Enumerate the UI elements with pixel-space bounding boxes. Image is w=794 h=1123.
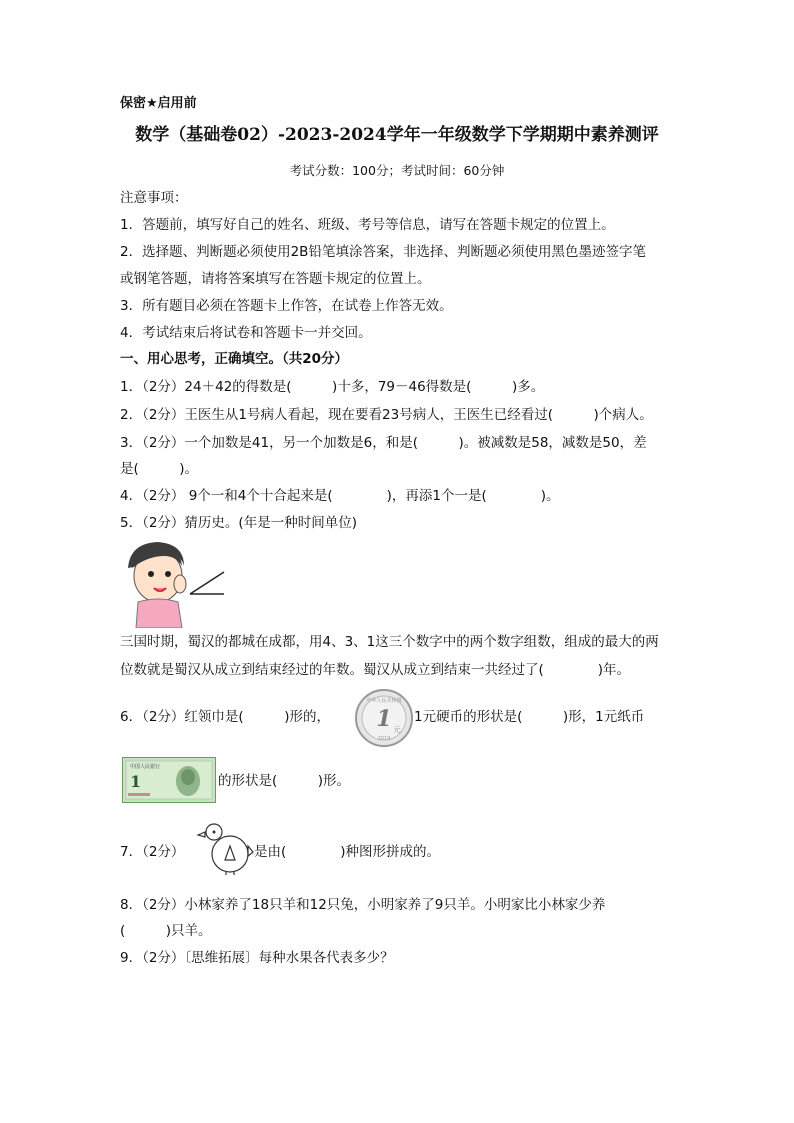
note-item-2: 2．选择题、判断题必须使用2B铅笔填涂答案，非选择、判断题必须使用黑色墨迹签字笔 <box>120 244 646 260</box>
question-3: 3．（2分）一个加数是41，另一个加数是6，和是( )。被减数是58，减数是50，差 <box>120 435 647 451</box>
question-7: 7．（2分） <box>120 844 185 860</box>
question-7-cont: 是由( )种图形拼成的。 <box>254 844 441 860</box>
question-9: 9．（2分）〔思维拓展〕每种水果各代表多少？ <box>120 950 394 966</box>
confidential-label: 保密★启用前 <box>120 96 197 111</box>
coin-top-text: 中华人民共和国 <box>366 698 402 704</box>
coin-unit: 元 <box>393 726 401 734</box>
banknote-image <box>122 757 216 803</box>
question-8-cont: ( )只羊。 <box>120 923 212 939</box>
question-6: 6．（2分）红领巾是( )形的， <box>120 709 330 725</box>
notes-heading: 注意事项： <box>120 190 188 206</box>
question-6-coin: 1元硬币的形状是( )形，1元纸币 <box>414 709 645 725</box>
coin-image <box>354 688 414 748</box>
shape-bird-illustration <box>196 822 254 876</box>
coin-value: 1 <box>376 706 392 732</box>
coin-year: 2019 <box>377 736 391 742</box>
banknote-value: 1 <box>130 772 142 791</box>
note-item-4: 4．考试结束后将试卷和答题卡一并交回。 <box>120 325 372 341</box>
question-6-cont: 的形状是( )形。 <box>218 773 351 789</box>
question-5: 5．（2分）猜历史。(年是一种时间单位) <box>120 515 357 531</box>
question-4: 4．（2分） 9个一和4个十合起来是( )，再添1个一是( )。 <box>120 488 560 504</box>
banknote-title: 中国人民银行 <box>130 764 161 770</box>
question-3-cont: 是( )。 <box>120 461 199 477</box>
section-heading: 一、用心思考，正确填空。（共20分） <box>120 351 349 367</box>
question-5-text: 三国时期，蜀汉的都城在成都，用4、3、1这三个数字中的两个数字组数，组成的最大的两 <box>120 634 659 650</box>
exam-info: 考试分数：100分；考试时间：60分钟 <box>289 163 505 178</box>
question-1: 1．（2分）24＋42的得数是( )十多，79－46得数是( )多。 <box>120 379 545 395</box>
question-5-text-cont: 位数就是蜀汉从成立到结束经过的年数。蜀汉从成立到结束一共经过了( )年。 <box>120 662 631 678</box>
note-item-2-cont: 或钢笔答题，请将答案填写在答题卡规定的位置上。 <box>120 271 431 287</box>
note-item-1: 1．答题前，填写好自己的姓名、班级、考号等信息，请写在答题卡规定的位置上。 <box>120 217 615 233</box>
note-item-3: 3．所有题目必须在答题卡上作答，在试卷上作答无效。 <box>120 298 453 314</box>
question-2: 2．（2分）王医生从1号病人看起，现在要看23号病人，王医生已经看过( )个病人。 <box>120 407 653 423</box>
page-title: 数学（基础卷02）-2023-2024学年一年级数学下学期期中素养测评 <box>135 125 659 145</box>
boy-illustration <box>118 538 228 628</box>
question-8: 8．（2分）小林家养了18只羊和12只兔，小明家养了9只羊。小明家比小林家少养 <box>120 897 606 913</box>
